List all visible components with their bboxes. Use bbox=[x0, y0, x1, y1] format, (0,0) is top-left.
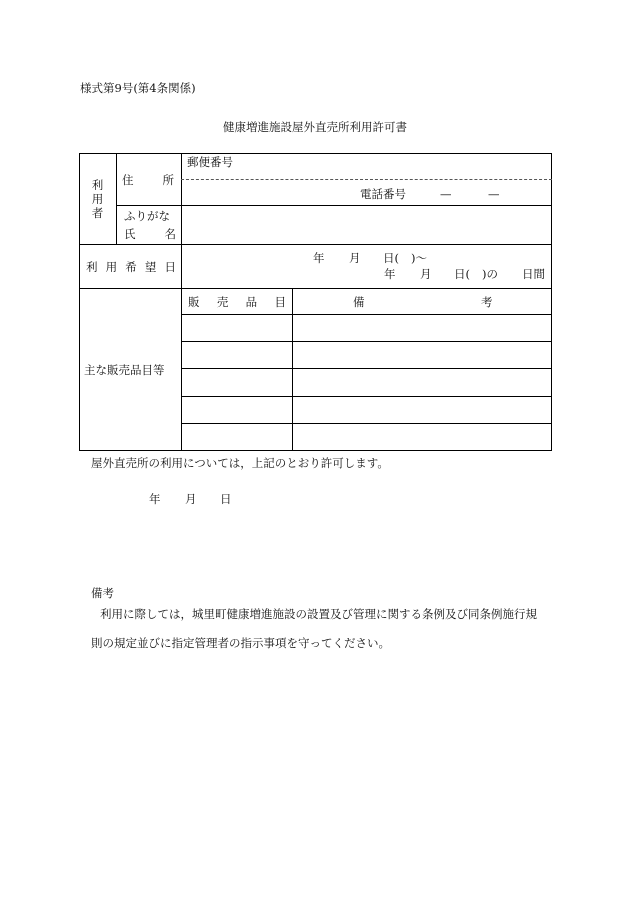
dashed-address-divider bbox=[181, 179, 552, 180]
postal-code-label: 郵便番号 bbox=[187, 155, 233, 169]
notes-text-line1: 利用に際しては，城里町健康増進施設の設置及び管理に関する条例及び同条例施行規 bbox=[100, 607, 537, 621]
table-border-bottom bbox=[79, 450, 552, 451]
furigana-label: ふりがな bbox=[124, 209, 170, 223]
items-header-divider bbox=[181, 314, 552, 315]
period-label: 利 用 希 望 日 bbox=[86, 260, 176, 274]
user-group-label: 利 用 者 bbox=[91, 178, 104, 220]
approval-statement: 屋外直売所の利用については，上記のとおり許可します。 bbox=[91, 456, 389, 470]
table-border-right bbox=[551, 153, 552, 450]
name-label: 氏 名 bbox=[124, 227, 176, 241]
address-name-divider bbox=[116, 205, 552, 206]
items-label: 主な販売品目等 bbox=[84, 363, 165, 377]
divider-items-remarks bbox=[292, 288, 293, 450]
document-title: 健康増進施設屋外直売所利用許可書 bbox=[223, 120, 407, 134]
user-period-divider bbox=[79, 244, 552, 245]
phone-label: 電話番号 bbox=[360, 187, 406, 201]
period-items-divider bbox=[79, 288, 552, 289]
address-label: 住 所 bbox=[122, 173, 174, 187]
phone-separator: — bbox=[440, 187, 452, 201]
items-row-divider bbox=[181, 368, 552, 369]
notes-text-line2: 則の規定並びに指定管理者の指示事項を守ってください。 bbox=[91, 636, 390, 650]
phone-separator: — bbox=[488, 187, 500, 201]
items-row-divider bbox=[181, 396, 552, 397]
remarks-column-header: 考 bbox=[481, 295, 493, 309]
divider-user-group bbox=[116, 153, 117, 244]
items-row-divider bbox=[181, 423, 552, 424]
table-border-top bbox=[79, 153, 552, 154]
items-row-divider bbox=[181, 341, 552, 342]
divider-label-column bbox=[181, 153, 182, 450]
items-column-header: 販 売 品 目 bbox=[188, 295, 286, 309]
remarks-column-header: 備 bbox=[353, 295, 365, 309]
notes-heading: 備考 bbox=[91, 586, 114, 600]
form-number: 様式第9号(第4条関係) bbox=[80, 81, 196, 95]
